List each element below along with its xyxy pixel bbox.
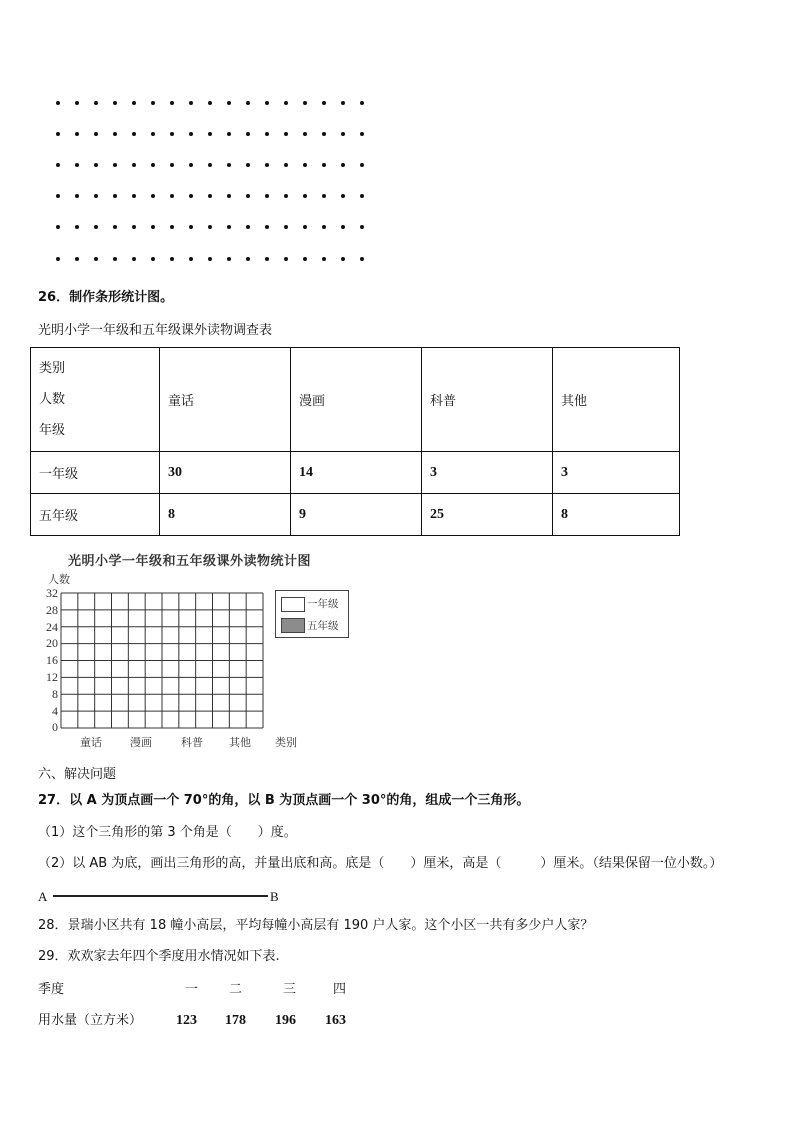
grid-dot <box>246 194 250 198</box>
table-row <box>31 494 680 536</box>
chart-x-tick: 漫画 <box>130 736 152 749</box>
grid-dot <box>284 225 288 229</box>
grid-dot <box>170 163 174 167</box>
grid-dot <box>94 163 98 167</box>
section-heading: 六、解决问题 <box>38 767 117 782</box>
usage-row-label: 用水量（立方米） <box>38 1013 143 1028</box>
usage-value: 196 <box>275 1013 296 1028</box>
header-cell-other: 其他 <box>553 348 680 452</box>
q27-part2: （2）以 AB 为底，画出三角形的高，并量出底和高。底是（ ）厘米，高是（ ）厘米。（结果保留一位小数。） <box>38 856 723 871</box>
grid-dot <box>303 225 307 229</box>
grid-dot <box>94 257 98 261</box>
legend-swatch-grade1 <box>281 597 305 612</box>
grid-dot <box>246 132 250 136</box>
grid-dot <box>360 101 364 105</box>
q27-part1: （1）这个三角形的第 3 个角是（ ）度。 <box>38 825 297 840</box>
chart-y-tick: 0 <box>52 720 58 735</box>
usage-value: 123 <box>176 1013 197 1028</box>
cell-value: 9 <box>291 494 422 536</box>
q27-stem: 27．以 A 为顶点画一个 70°的角，以 B 为顶点画一个 30°的角，组成一个三角形。 <box>38 793 530 808</box>
grid-dot <box>322 194 326 198</box>
survey-table-caption: 光明小学一年级和五年级课外读物调查表 <box>38 323 273 338</box>
cell-value: 3 <box>422 452 553 494</box>
grid-dot <box>132 132 136 136</box>
grid-dot <box>56 225 60 229</box>
grid-dot <box>208 101 212 105</box>
usage-value: 178 <box>225 1013 246 1028</box>
grid-dot <box>227 257 231 261</box>
grid-dot <box>246 257 250 261</box>
grid-dot <box>75 257 79 261</box>
legend-swatch-grade5 <box>281 618 305 633</box>
grid-dot <box>265 132 269 136</box>
grid-dot <box>284 101 288 105</box>
chart-y-tick: 16 <box>46 653 58 668</box>
grid-dot <box>322 257 326 261</box>
grid-dot <box>75 163 79 167</box>
grid-dot <box>284 163 288 167</box>
cell-value: 8 <box>160 494 291 536</box>
table-header-row <box>31 348 680 452</box>
segment-ab <box>53 895 268 897</box>
grid-dot <box>189 257 193 261</box>
cell-value: 8 <box>553 494 680 536</box>
corner-label-grade: 年级 <box>39 423 66 438</box>
chart-x-tick: 其他 <box>229 736 251 749</box>
grid-dot <box>227 194 231 198</box>
grid-dot <box>132 163 136 167</box>
grid-dot <box>132 225 136 229</box>
grid-dot <box>322 132 326 136</box>
grid-dot <box>189 225 193 229</box>
grid-dot <box>246 101 250 105</box>
grid-dot <box>151 132 155 136</box>
grid-dot <box>341 194 345 198</box>
grid-dot <box>360 194 364 198</box>
chart-legend <box>275 590 349 638</box>
grid-dot <box>170 257 174 261</box>
grid-dot <box>113 132 117 136</box>
grid-dot <box>113 225 117 229</box>
chart-y-tick: 4 <box>52 703 58 718</box>
chart-x-tick: 科普 <box>181 736 203 749</box>
corner-label-count: 人数 <box>39 392 66 407</box>
grid-dot <box>113 163 117 167</box>
table-row <box>31 452 680 494</box>
grid-dot <box>227 163 231 167</box>
grid-dot <box>189 132 193 136</box>
q29-stem: 29．欢欢家去年四个季度用水情况如下表. <box>38 949 280 964</box>
point-b-label: B <box>270 889 279 904</box>
grid-dot <box>170 101 174 105</box>
grid-dot <box>360 163 364 167</box>
grid-dot <box>94 225 98 229</box>
grid-dot <box>208 163 212 167</box>
grid-dot <box>265 257 269 261</box>
grid-dot <box>265 225 269 229</box>
grid-dot <box>360 225 364 229</box>
chart-grid[interactable] <box>60 592 264 729</box>
grid-dot <box>208 225 212 229</box>
grid-dot <box>246 163 250 167</box>
grid-dot <box>341 257 345 261</box>
grid-dot <box>75 194 79 198</box>
cell-value: 3 <box>553 452 680 494</box>
corner-label-category: 类别 <box>39 361 66 376</box>
grid-dot <box>94 194 98 198</box>
quarter-header: 二 <box>229 982 243 997</box>
grid-dot <box>341 101 345 105</box>
grid-dot <box>132 194 136 198</box>
grid-dot <box>189 163 193 167</box>
grid-dot <box>322 163 326 167</box>
grid-dot <box>208 194 212 198</box>
grid-dot <box>113 101 117 105</box>
grid-dot <box>303 163 307 167</box>
chart-x-axis-label: 类别 <box>275 736 297 749</box>
grid-dot <box>265 194 269 198</box>
quarter-row-label: 季度 <box>38 982 65 997</box>
usage-value: 163 <box>325 1013 346 1028</box>
grid-dot <box>341 163 345 167</box>
grid-dot <box>303 101 307 105</box>
grid-dot <box>132 257 136 261</box>
legend-label-grade1: 一年级 <box>307 598 339 610</box>
quarter-header: 一 <box>185 982 199 997</box>
header-cell-science: 科普 <box>422 348 553 452</box>
grid-dot <box>75 101 79 105</box>
grid-dot <box>151 225 155 229</box>
chart-y-tick: 8 <box>52 686 58 701</box>
survey-table <box>30 347 680 536</box>
grid-dot <box>170 194 174 198</box>
chart-y-tick: 12 <box>46 670 58 684</box>
row-label-grade5: 五年级 <box>31 494 160 536</box>
chart-x-tick: 童话 <box>80 736 102 749</box>
grid-dot <box>341 225 345 229</box>
grid-dot <box>56 132 60 136</box>
grid-dot <box>208 257 212 261</box>
grid-dot <box>113 257 117 261</box>
cell-value: 25 <box>422 494 553 536</box>
grid-dot <box>322 225 326 229</box>
grid-dot <box>227 225 231 229</box>
chart-title: 光明小学一年级和五年级课外读物统计图 <box>68 554 312 569</box>
grid-dot <box>284 257 288 261</box>
corner-header-cell <box>31 348 160 452</box>
grid-dot <box>246 225 250 229</box>
quarter-header: 三 <box>283 982 297 997</box>
grid-dot <box>151 257 155 261</box>
header-cell-fairy-tale: 童话 <box>160 348 291 452</box>
grid-dot <box>189 194 193 198</box>
grid-dot <box>303 132 307 136</box>
grid-dot <box>360 257 364 261</box>
cell-value: 30 <box>160 452 291 494</box>
legend-label-grade5: 五年级 <box>307 620 339 632</box>
row-label-grade1: 一年级 <box>31 452 160 494</box>
grid-dot <box>151 194 155 198</box>
header-cell-comics: 漫画 <box>291 348 422 452</box>
q26-title: 26．制作条形统计图。 <box>38 290 174 305</box>
cell-value: 14 <box>291 452 422 494</box>
grid-dot <box>151 163 155 167</box>
grid-dot <box>132 101 136 105</box>
grid-dot <box>56 257 60 261</box>
grid-dot <box>56 194 60 198</box>
point-a-label: A <box>38 889 48 904</box>
grid-dot <box>227 101 231 105</box>
grid-dot <box>208 132 212 136</box>
grid-dot <box>56 163 60 167</box>
grid-dot <box>303 257 307 261</box>
grid-dot <box>265 101 269 105</box>
grid-dot <box>94 101 98 105</box>
grid-dot <box>303 194 307 198</box>
grid-dot <box>75 225 79 229</box>
chart-y-tick: 24 <box>46 619 58 634</box>
grid-dot <box>189 101 193 105</box>
grid-dot <box>322 101 326 105</box>
grid-dot <box>341 132 345 136</box>
chart-y-tick: 20 <box>46 636 58 651</box>
grid-dot <box>170 132 174 136</box>
grid-dot <box>227 132 231 136</box>
chart-y-tick: 28 <box>46 602 58 617</box>
grid-dot <box>265 163 269 167</box>
grid-dot <box>170 225 174 229</box>
grid-dot <box>284 132 288 136</box>
chart-y-tick: 32 <box>46 586 58 600</box>
grid-dot <box>75 132 79 136</box>
grid-dot <box>151 101 155 105</box>
q28-stem: 28．景瑞小区共有 18 幢小高层，平均每幢小高层有 190 户人家。这个小区一共有多少户人家？ <box>38 918 594 933</box>
grid-dot <box>94 132 98 136</box>
grid-dot <box>284 194 288 198</box>
chart-y-axis-label: 人数 <box>48 573 70 586</box>
grid-dot <box>360 132 364 136</box>
grid-dot <box>113 194 117 198</box>
quarter-header: 四 <box>333 982 347 997</box>
grid-dot <box>56 101 60 105</box>
